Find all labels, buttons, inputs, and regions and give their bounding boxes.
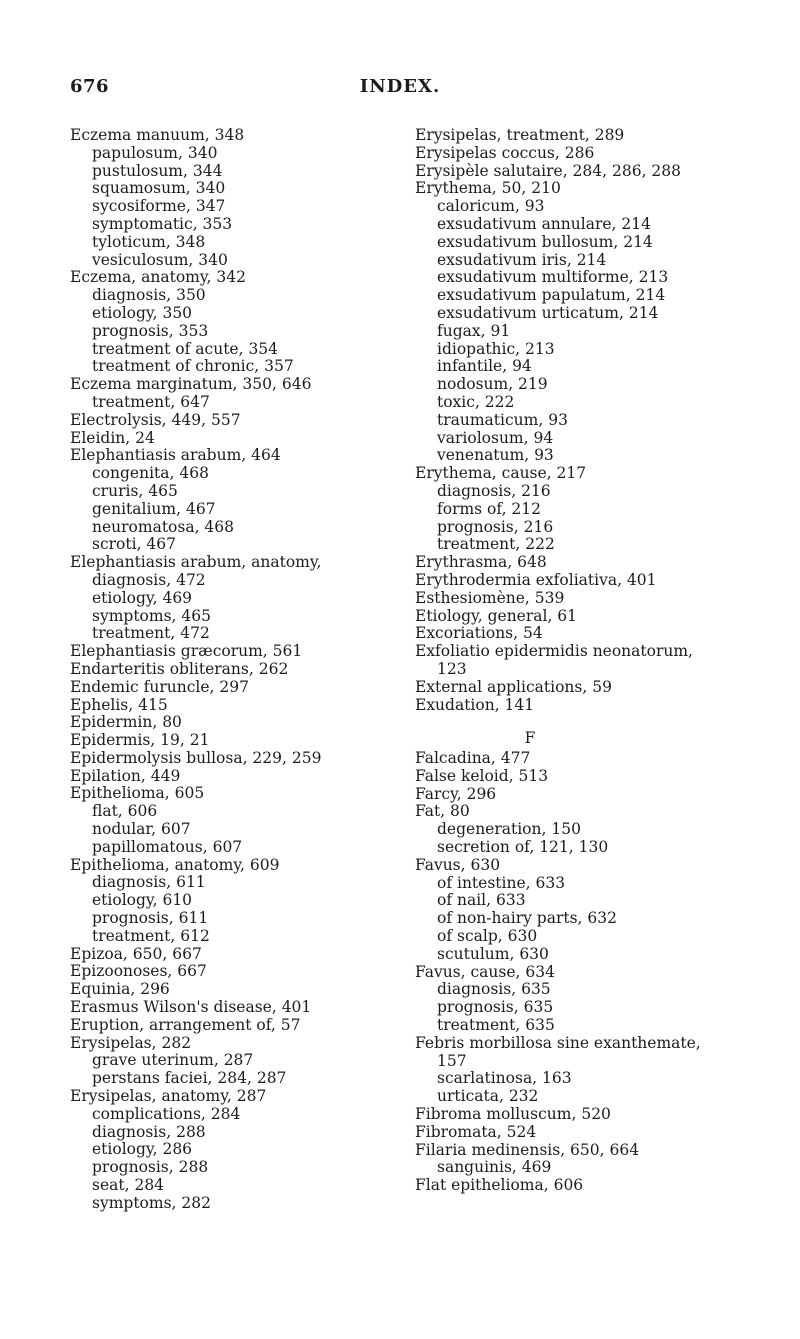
index-subentry: prognosis, 288 [92,1158,209,1177]
index-entry: Epidermolysis bullosa, 229, 259 [70,748,322,767]
index-subentry: diagnosis, 216 [437,481,551,500]
index-subentry: pustulosum, 344 [92,161,223,180]
index-subentry: treatment, 635 [437,1016,555,1035]
index-entry: Esthesiomène, 539 [415,588,565,607]
index-subentry: etiology, 610 [92,891,193,910]
index-entry: Filaria medinensis, 650, 664 [415,1140,640,1159]
index-subentry: toxic, 222 [437,392,515,411]
index-entry: Erysipelas, treatment, 289 [415,126,625,144]
page-number: 676 [70,76,110,97]
index-subentry: cruris, 465 [92,481,178,500]
index-entry: Erythema, 50, 210 [415,179,561,198]
index-subentry: degeneration, 150 [437,820,581,839]
index-entry: Elephantiasis græcorum, 561 [70,642,303,661]
index-entry: Epizoonoses, 667 [70,962,207,981]
index-subentry: prognosis, 353 [92,321,209,340]
index-subentry: nodular, 607 [92,820,191,839]
index-entry: Eczema marginatum, 350, 646 [70,375,312,394]
index-entry: Exfoliatio epidermidis neonatorum, [415,642,693,661]
index-subentry: of intestine, 633 [437,873,566,892]
index-subentry: etiology, 350 [92,303,193,322]
index-subentry: genitalium, 467 [92,499,216,518]
index-entry: Eleidin, 24 [70,428,155,447]
page-header [0,76,800,106]
index-subentry: treatment, 472 [92,624,210,643]
index-entry: Elephantiasis arabum, 464 [70,446,281,465]
index-entry: External applications, 59 [415,677,612,696]
index-subentry: flat, 606 [92,802,158,821]
index-entry: Farcy, 296 [415,784,497,803]
index-entry: Epidermis, 19, 21 [70,731,210,750]
index-entry: Endarteritis obliterans, 262 [70,659,289,678]
index-entry: Erysipelas, anatomy, 287 [70,1087,267,1106]
index-subentry: of nail, 633 [437,891,526,910]
index-entry: Fat, 80 [415,802,470,821]
index-column-left [70,127,400,1213]
index-subentry: perstans faciei, 284, 287 [92,1069,287,1088]
index-entry: Epidermin, 80 [70,713,182,732]
index-entry: Erythema, cause, 217 [415,464,587,483]
index-subentry: treatment of chronic, 357 [92,357,294,376]
index-subentry: diagnosis, 472 [92,570,206,589]
index-subentry: squamosum, 340 [92,179,226,198]
index-subentry: diagnosis, 611 [92,873,206,892]
index-subentry: variolosum, 94 [437,428,554,447]
index-subentry: exsudativum iris, 214 [437,250,607,269]
index-entry: Erysipelas, 282 [70,1033,192,1052]
index-subentry: congenita, 468 [92,464,209,483]
index-subentry: prognosis, 611 [92,909,209,928]
index-column-right [415,127,785,1195]
index-subentry: exsudativum bullosum, 214 [437,232,653,251]
index-entry: Equinia, 296 [70,980,170,999]
index-subentry: exsudativum multiforme, 213 [437,268,669,287]
index-subentry: of scalp, 630 [437,927,538,946]
index-entry: Endemic furuncle, 297 [70,677,249,696]
index-entry: Fibroma molluscum, 520 [415,1105,611,1124]
index-subentry: infantile, 94 [437,357,532,376]
index-entry: Erysipèle salutaire, 284, 286, 288 [415,161,682,180]
index-subentry: symptoms, 282 [92,1193,211,1212]
index-subentry: fugax, 91 [437,321,511,340]
index-entry: Epilation, 449 [70,766,181,785]
index-subentry: diagnosis, 350 [92,286,206,305]
index-subentry: treatment, 222 [437,535,555,554]
index-entry: Febris morbillosa sine exanthemate, [415,1033,701,1052]
index-subentry: etiology, 286 [92,1140,193,1159]
index-subentry: nodosum, 219 [437,375,548,394]
index-entry: Fibromata, 524 [415,1122,537,1141]
index-subentry: grave uterinum, 287 [92,1051,254,1070]
index-entry: Etiology, general, 61 [415,606,578,625]
index-subentry: papillomatous, 607 [92,837,243,856]
index-subentry: tyloticum, 348 [92,232,206,251]
index-entry: Ephelis, 415 [70,695,168,714]
index-subentry: treatment of acute, 354 [92,339,279,358]
index-subentry: scroti, 467 [92,535,177,554]
index-subentry: sycosiforme, 347 [92,197,226,216]
index-subentry: secretion of, 121, 130 [437,838,609,857]
index-subentry: prognosis, 635 [437,998,554,1017]
index-subentry: symptomatic, 353 [92,214,233,233]
index-subentry: caloricum, 93 [437,197,545,216]
index-subentry: urticata, 232 [437,1087,539,1106]
index-entry: Erysipelas coccus, 286 [415,143,595,162]
index-entry: Epithelioma, 605 [70,784,205,803]
index-entry-continuation: 123 [437,659,467,678]
index-entry: Epizoa, 650, 667 [70,944,202,963]
running-head: INDEX. [359,76,441,97]
index-subentry: symptoms, 465 [92,606,211,625]
index-subentry: exsudativum urticatum, 214 [437,303,659,322]
index-subentry: prognosis, 216 [437,517,554,536]
index-entry: Excoriations, 54 [415,624,543,643]
index-entry: Favus, cause, 634 [415,962,555,981]
index-subentry: treatment, 612 [92,926,210,945]
index-entry: Falcadina, 477 [415,749,531,768]
index-subentry: complications, 284 [92,1104,241,1123]
index-subentry: vesiculosum, 340 [92,250,228,269]
index-subentry: diagnosis, 288 [92,1122,206,1141]
index-subentry: venenatum, 93 [437,446,554,465]
index-entry: Flat epithelioma, 606 [415,1176,584,1195]
index-entry: Erythrodermia exfoliativa, 401 [415,570,657,589]
index-entry: Electrolysis, 449, 557 [70,410,241,429]
index-subentry: exsudativum annulare, 214 [437,214,651,233]
index-entry: Eczema manuum, 348 [70,126,245,144]
index-entry: Exudation, 141 [415,695,535,714]
index-subentry: traumaticum, 93 [437,410,568,429]
index-entry: Erythrasma, 648 [415,553,547,572]
index-subentry: treatment, 647 [92,392,210,411]
index-subentry: papulosum, 340 [92,143,218,162]
index-subentry: neuromatosa, 468 [92,517,235,536]
index-entry: Favus, 630 [415,855,501,874]
index-subentry: sanguinis, 469 [437,1158,552,1177]
index-entry: Eruption, arrangement of, 57 [70,1015,301,1034]
index-entry-continuation: 157 [437,1051,467,1070]
section-letter: F [524,729,536,748]
index-subentry: idiopathic, 213 [437,339,555,358]
index-subentry: etiology, 469 [92,588,193,607]
index-entry: False keloid, 513 [415,766,549,785]
index-subentry: diagnosis, 635 [437,980,551,999]
index-subentry: scarlatinosa, 163 [437,1069,572,1088]
index-subentry: forms of, 212 [437,499,542,518]
index-entry: Erasmus Wilson's disease, 401 [70,998,312,1017]
index-entry: Epithelioma, anatomy, 609 [70,855,280,874]
index-entry: Elephantiasis arabum, anatomy, [70,553,322,572]
index-subentry: exsudativum papulatum, 214 [437,286,666,305]
index-subentry: scutulum, 630 [437,944,549,963]
index-entry: Eczema, anatomy, 342 [70,268,246,287]
index-subentry: seat, 284 [92,1176,165,1195]
index-subentry: of non-hairy parts, 632 [437,909,617,928]
